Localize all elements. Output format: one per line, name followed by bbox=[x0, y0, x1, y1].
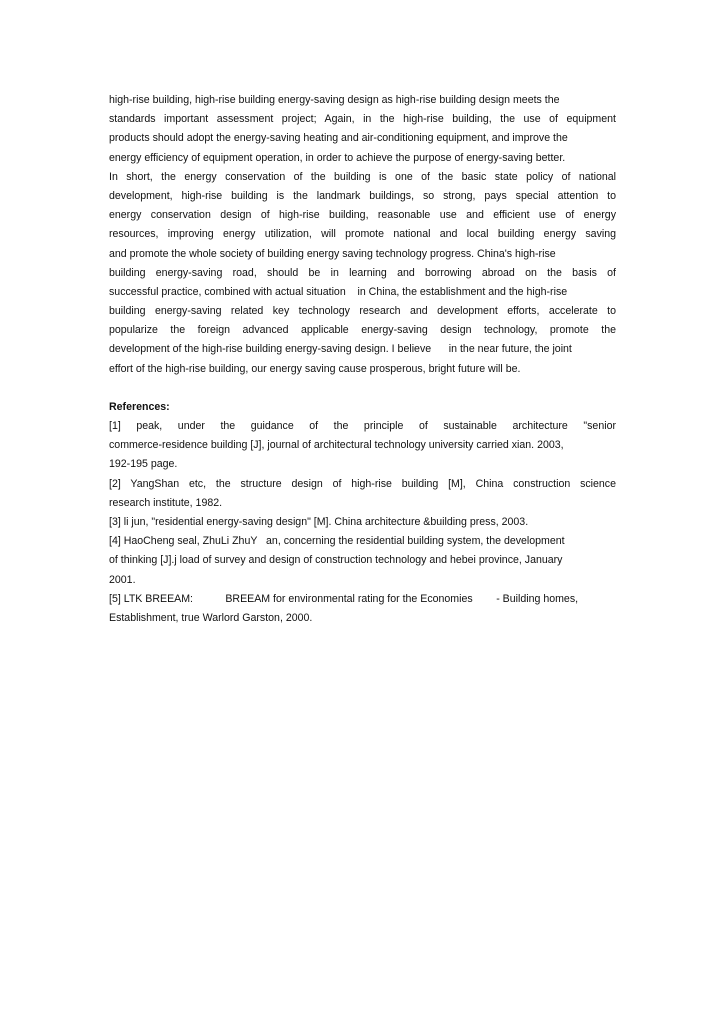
reference-line: [2] YangShan etc, the structure design of high-rise building [M], China construction science bbox=[109, 477, 616, 490]
reference-line: 192-195 page. bbox=[109, 458, 178, 471]
body-line: development of the high-rise building energy-saving design. I believe in the near future, the joint bbox=[109, 343, 572, 356]
text-block bbox=[109, 91, 616, 628]
body-line: effort of the high-rise building, our energy saving cause prosperous, bright future will be. bbox=[109, 362, 521, 375]
body-paragraph bbox=[109, 91, 616, 379]
body-line: resources, improving energy utilization, will promote national and local building energy saving bbox=[109, 228, 616, 241]
reference-line: [5] LTK BREEAM: BREEAM for environmental rating for the Economies - Building homes, bbox=[109, 592, 579, 605]
body-line: popularize the foreign advanced applicable energy-saving design technology, promote the bbox=[109, 324, 616, 337]
body-line: energy conservation design of high-rise building, reasonable use and efficient use of energy bbox=[109, 209, 616, 222]
reference-line: commerce-residence building [J], journal of architectural technology university carried xian. 2003, bbox=[109, 439, 564, 452]
body-line: building energy-saving related key technology research and development efforts, accelerate to bbox=[109, 305, 616, 318]
reference-line: Establishment, true Warlord Garston, 2000. bbox=[109, 611, 313, 624]
reference-line: 2001. bbox=[109, 573, 136, 586]
body-line: building energy-saving road, should be in learning and borrowing abroad on the basis of bbox=[109, 266, 616, 279]
body-line: In short, the energy conservation of the building is one of the basic state policy of national bbox=[109, 170, 616, 183]
references-section bbox=[109, 398, 616, 628]
body-line: energy efficiency of equipment operation, in order to achieve the purpose of energy-saving better. bbox=[109, 151, 566, 164]
reference-line: [4] HaoCheng seal, ZhuLi ZhuY an, concerning the residential building system, the development bbox=[109, 535, 565, 548]
body-line: successful practice, combined with actual situation in China, the establishment and the high-rise bbox=[109, 285, 568, 298]
body-line: development, high-rise building is the landmark buildings, so strong, pays special attention to bbox=[109, 189, 616, 202]
body-line: high-rise building, high-rise building energy-saving design as high-rise building design meets the bbox=[109, 94, 560, 106]
section-spacer bbox=[109, 379, 616, 398]
body-line: and promote the whole society of building energy saving technology progress. China's high-rise bbox=[109, 247, 556, 260]
body-line: standards important assessment project; Again, in the high-rise building, the use of equipment bbox=[109, 113, 616, 126]
reference-line: of thinking [J].j load of survey and design of construction technology and hebei province, January bbox=[109, 554, 563, 567]
reference-line: [1] peak, under the guidance of the principle of sustainable architecture "senior bbox=[109, 420, 616, 432]
reference-line: research institute, 1982. bbox=[109, 496, 223, 509]
reference-line: [3] li jun, "residential energy-saving design" [M]. China architecture &building press, 2003. bbox=[109, 515, 529, 528]
body-line: products should adopt the energy-saving heating and air-conditioning equipment, and improve the bbox=[109, 132, 568, 145]
references-heading: References: bbox=[109, 400, 170, 413]
